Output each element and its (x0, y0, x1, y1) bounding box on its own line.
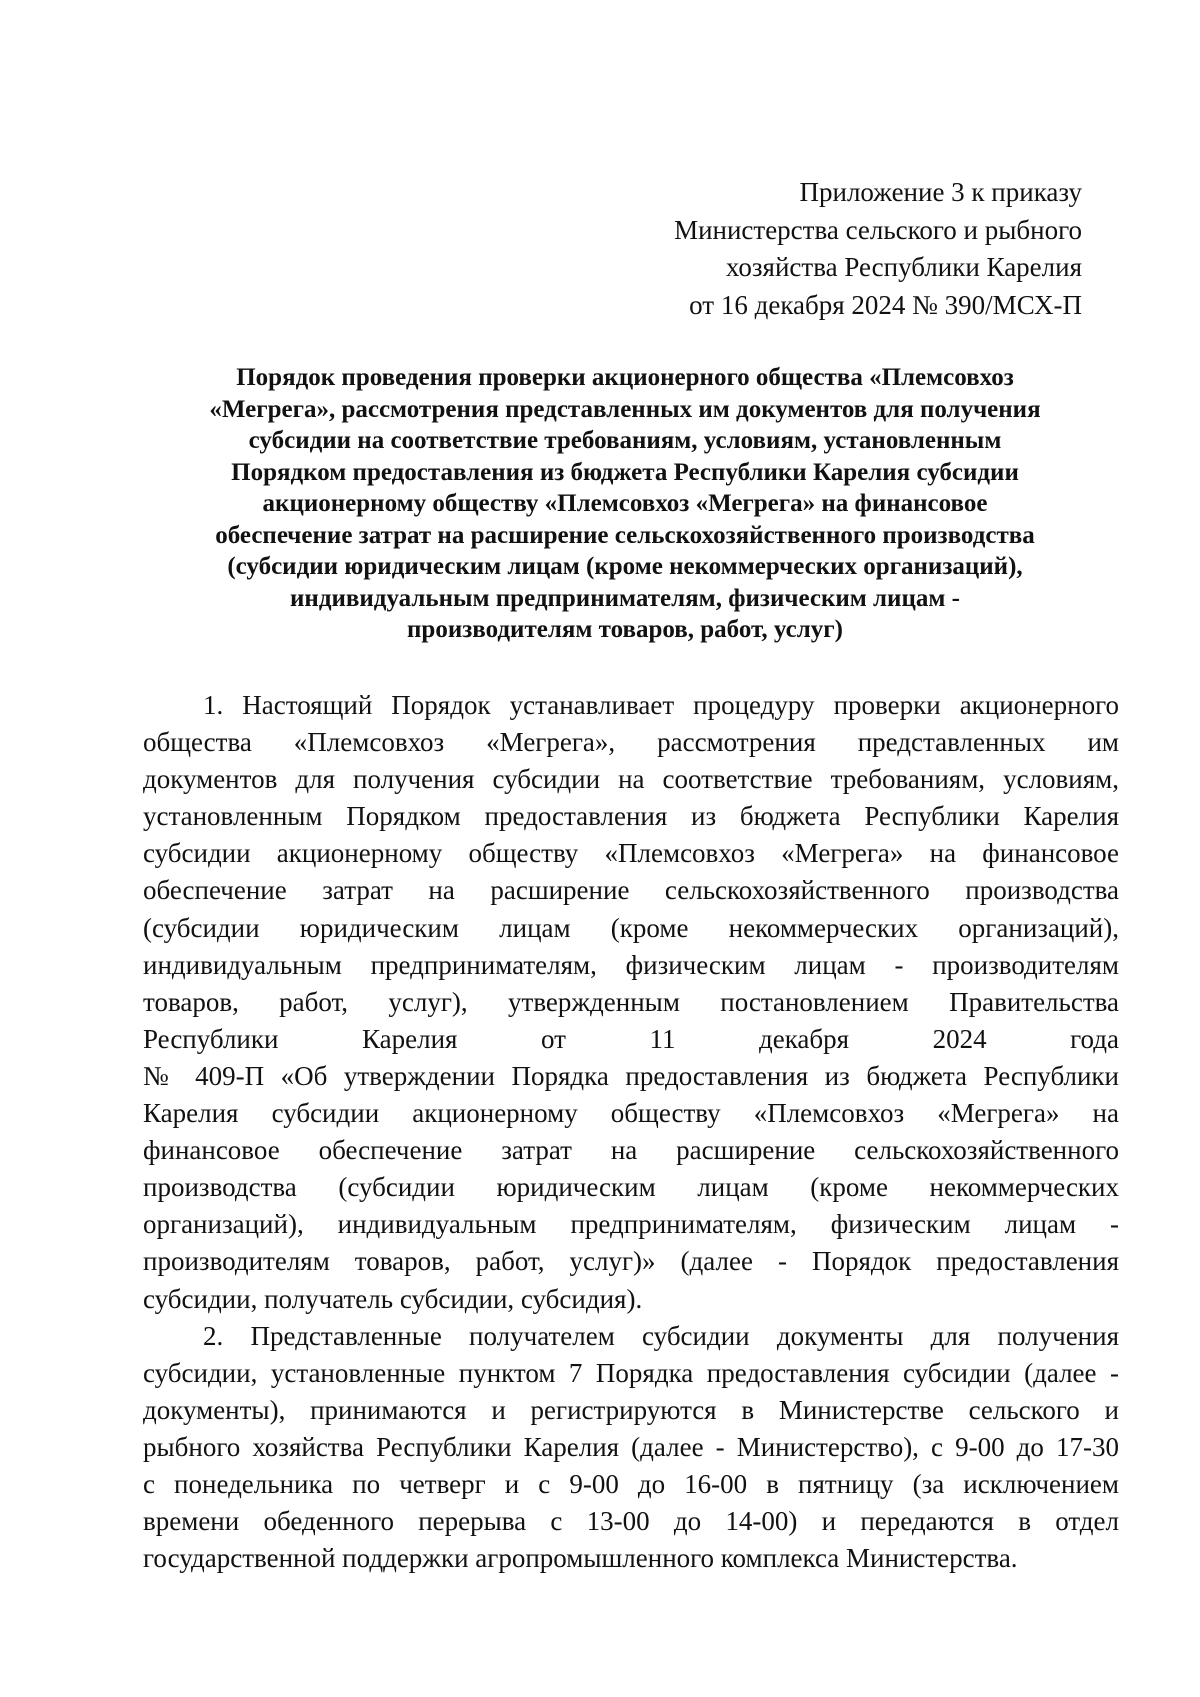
title-line: (субсидии юридическим лицам (кроме некоммерческих организаций), (227, 553, 1023, 580)
title-line: акционерному обществу «Племсовхоз «Мегрега» на финансовое (262, 490, 988, 517)
paragraph-line: рыбного хозяйства Республики Карелия (далее - Министерство), с 9-00 до 17-30 (143, 1431, 1119, 1462)
approval-stamp (562, 174, 1082, 324)
approval-line: от 16 декабря 2024 № 390/МСХ-П (689, 289, 1082, 320)
paragraph-line: № 409-П «Об утверждении Порядка предоставления из бюджета Республики (143, 1060, 1119, 1091)
paragraph-line: с понедельника по четверг и с 9-00 до 16-00 в пятницу (за исключением (143, 1468, 1119, 1499)
paragraph-line: государственной поддержки агропромышленного комплекса Министерства. (143, 1543, 1018, 1574)
title-line: Порядком предоставления из бюджета Республики Карелия субсидии (231, 458, 1019, 486)
title-line: Порядок проведения проверки акционерного общества «Племсовхоз (236, 364, 1014, 391)
paragraph-line: 1. Настоящий Порядок устанавливает процедуру проверки акционерного (203, 690, 1119, 720)
document-body (143, 687, 1119, 1577)
paragraph-line: производителям товаров, работ, услуг)» (далее - Порядок предоставления (143, 1246, 1119, 1277)
paragraph-line: времени обеденного перерыва с 13-00 до 14-00) и передаются в отдел (143, 1506, 1119, 1537)
paragraph-line: (субсидии юридическим лицам (кроме некоммерческих организаций), (143, 912, 1119, 943)
paragraph-line: субсидии, установленные пунктом 7 Порядка предоставления субсидии (далее - (143, 1357, 1119, 1388)
paragraph-line: финансовое обеспечение затрат на расширение сельскохозяйственного (143, 1135, 1119, 1166)
paragraph-2 (143, 1318, 1119, 1578)
approval-line: Приложение 3 к приказу (799, 177, 1082, 207)
title-line: субсидии на соответствие требованиям, условиям, установленным (248, 427, 1002, 454)
title-line: производителям товаров, работ, услуг) (407, 616, 843, 643)
approval-line: Министерства сельского и рыбного (674, 214, 1082, 245)
paragraph-line: производства (субсидии юридическим лицам (кроме некоммерческих (143, 1172, 1119, 1203)
paragraph-line: Республики Карелия от 11 декабря 2024 года (143, 1023, 1119, 1054)
paragraph-line: 2. Представленные получателем субсидии документы для получения (203, 1320, 1119, 1351)
paragraph-line: субсидии акционерному обществу «Племсовхоз «Мегрега» на финансовое (143, 838, 1119, 869)
title-line: индивидуальным предпринимателям, физическим лицам - (290, 584, 960, 612)
paragraph-line: товаров, работ, услуг), утвержденным постановлением Правительства (143, 986, 1119, 1017)
paragraph-line: Карелия субсидии акционерному обществу «Племсовхоз «Мегрега» на (143, 1098, 1119, 1129)
paragraph-line: организаций), индивидуальным предпринимателям, физическим лицам - (143, 1209, 1119, 1240)
paragraph-line: индивидуальным предпринимателям, физическим лицам - производителям (143, 949, 1119, 980)
paragraph-line: субсидии, получатель субсидии, субсидия). (143, 1283, 643, 1314)
paragraph-line: документы), принимаются и регистрируются в Министерстве сельского и (143, 1394, 1119, 1425)
paragraph-line: обеспечение затрат на расширение сельскохозяйственного производства (143, 875, 1119, 906)
paragraph-line: документов для получения субсидии на соответствие требованиям, условиям, (143, 764, 1119, 795)
approval-line: хозяйства Республики Карелия (725, 252, 1082, 282)
title-line: «Мегрега», рассмотрения представленных им документов для получения (209, 395, 1041, 423)
document-title (145, 362, 1105, 646)
paragraph-line: установленным Порядком предоставления из бюджета Республики Карелия (143, 801, 1119, 832)
paragraph-1 (143, 687, 1119, 1318)
paragraph-line: общества «Племсовхоз «Мегрега», рассмотрения представленных им (143, 727, 1119, 758)
title-line: обеспечение затрат на расширение сельскохозяйственного производства (215, 521, 1035, 549)
